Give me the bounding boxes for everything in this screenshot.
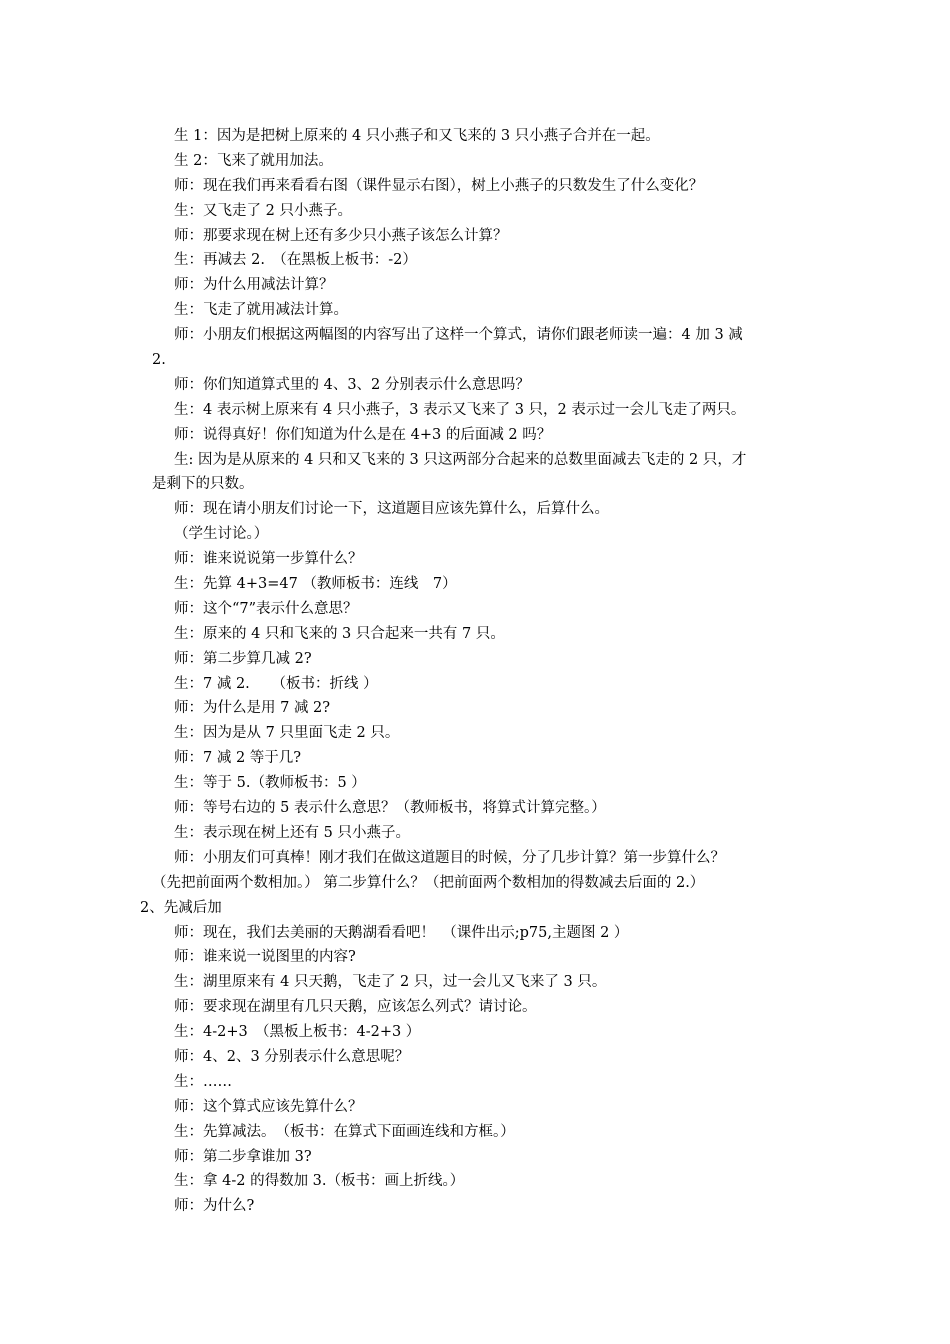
text-line: 生：4 表示树上原来有 4 只小燕子，3 表示又飞来了 3 只，2 表示过一会儿飞走了两只。 (174, 401, 746, 418)
text-line: 生：先算 4+3=47 （教师板书：连线 7） (174, 576, 457, 593)
text-line: 生: 因为是从原来的 4 只和又飞来的 3 只这两部分合起来的总数里面减去飞走的 2 只，才 (174, 451, 747, 468)
text-line: 师：第二步拿谁加 3? (174, 1148, 312, 1165)
text-line: （先把前面两个数相加。） 第二步算什么？（把前面两个数相加的得数减去后面的 2.） (152, 874, 705, 891)
text-line: 师：现在我们再来看看右图（课件显示右图），树上小燕子的只数发生了什么变化？ (174, 177, 704, 194)
text-line: 师：要求现在湖里有几只天鹅，应该怎么列式？请讨论。 (174, 999, 537, 1016)
text-line: 生：7 减 2. （板书：折线 ） (174, 675, 378, 692)
text-line: 是剩下的只数。 (152, 476, 254, 493)
text-line: 生：再减去 2. （在黑板上板书：-2） (174, 252, 417, 269)
text-line: 生：拿 4-2 的得数加 3.（板书：画上折线。） (174, 1173, 465, 1190)
text-line: 生：先算减法。 （板书：在算式下面画连线和方框。） (174, 1123, 515, 1140)
text-line: 师：小朋友们根据这两幅图的内容写出了这样一个算式，请你们跟老师读一遍：4 加 3 减 (174, 327, 743, 344)
lesson-transcript (140, 124, 812, 1219)
text-line: 师：为什么是用 7 减 2? (174, 700, 331, 717)
text-line: 生：又飞走了 2 只小燕子。 (174, 202, 352, 219)
text-line: 师：现在，我们去美丽的天鹅湖看看吧！ （课件出示;p75,主题图 2 ） (174, 924, 629, 941)
text-line: 生 2：飞来了就用加法。 (174, 152, 333, 169)
text-line: 生：湖里原来有 4 只天鹅，飞走了 2 只，过一会儿又飞来了 3 只。 (174, 974, 607, 991)
text-line: 师：4、2、3 分别表示什么意思呢？ (174, 1048, 410, 1065)
text-line: 师：那要求现在树上还有多少只小燕子该怎么计算？ (174, 227, 508, 244)
text-line: 生：因为是从 7 只里面飞走 2 只。 (174, 725, 400, 742)
text-line: 师：这个“7”表示什么意思？ (174, 600, 358, 617)
text-line: 师：这个算式应该先算什么？ (174, 1098, 363, 1115)
text-line: 生：4-2+3 （黑板上板书：4-2+3 ） (174, 1024, 421, 1041)
text-line: 师：7 减 2 等于几? (174, 750, 302, 767)
text-line: 师：谁来说一说图里的内容? (174, 949, 356, 966)
text-line: 师：谁来说说第一步算什么？ (174, 551, 363, 568)
text-line: （学生讨论。） (174, 526, 269, 543)
text-line: 生：等于 5.（教师板书：5 ） (174, 775, 366, 792)
text-line: 生：…… (174, 1073, 232, 1090)
text-line: 生 1：因为是把树上原来的 4 只小燕子和又飞来的 3 只小燕子合并在一起。 (174, 128, 660, 144)
text-line: 师：第二步算几减 2? (174, 650, 312, 667)
text-line: 生：原来的 4 只和飞来的 3 只合起来一共有 7 只。 (174, 625, 505, 642)
text-line: 生：飞走了就用减法计算。 (174, 302, 348, 319)
text-line: 师：小朋友们可真棒！刚才我们在做这道题目的时候，分了几步计算？第一步算什么？ (174, 849, 725, 866)
text-line: 师：为什么用减法计算？ (174, 277, 334, 294)
section-heading: 2、先减后加 (140, 899, 222, 916)
text-line: 师：等号右边的 5 表示什么意思？（教师板书，将算式计算完整。） (174, 800, 606, 817)
text-line: 师：现在请小朋友们讨论一下，这道题目应该先算什么，后算什么。 (174, 501, 609, 518)
text-line: 师：为什么? (174, 1198, 255, 1215)
text-line: 师：说得真好！你们知道为什么是在 4+3 的后面减 2 吗？ (174, 426, 552, 443)
text-line: 师：你们知道算式里的 4、3、2 分别表示什么意思吗？ (174, 376, 530, 393)
text-line: 2. (152, 352, 166, 369)
text-line: 生：表示现在树上还有 5 只小燕子。 (174, 824, 410, 841)
